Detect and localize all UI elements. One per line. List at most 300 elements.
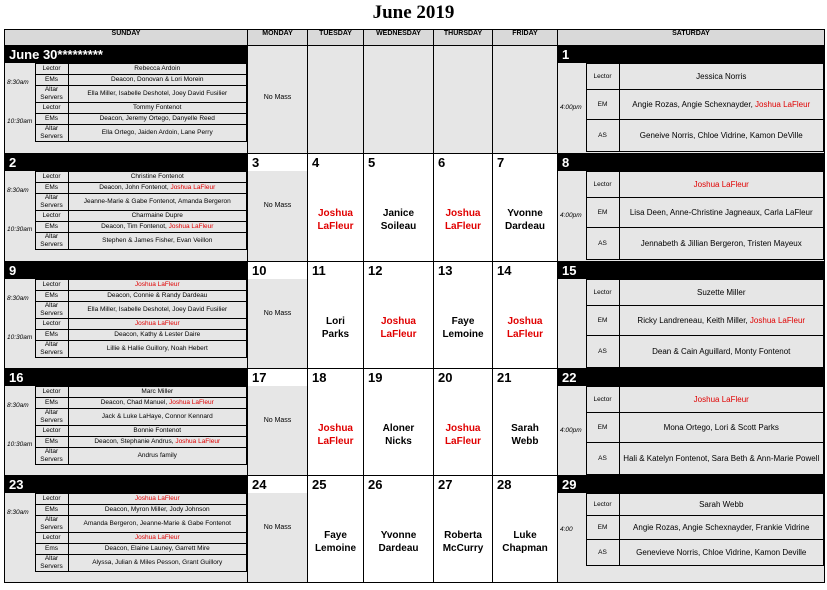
assignee <box>68 409 247 426</box>
week-row <box>5 46 825 154</box>
mass-time: 4:00pm <box>558 172 586 260</box>
role-label: EMs <box>35 75 68 86</box>
assignee <box>68 505 247 516</box>
sunday-assignment-row <box>5 437 247 448</box>
saturday-assignment-row <box>558 198 824 228</box>
saturday-date: 1 <box>558 46 824 63</box>
assignee <box>619 413 824 443</box>
role-label: Lector <box>35 533 68 544</box>
tue-cell <box>308 476 364 583</box>
first-name: Yvonne <box>380 530 417 541</box>
tue-cell <box>308 369 364 476</box>
day-number: 10 <box>248 262 307 279</box>
sunday-assignment-row <box>5 125 247 142</box>
first-name: Joshua <box>317 423 353 434</box>
assignee-names: Lisa Deen, Anne-Christine Jagneaux, Carla LaFleur <box>629 207 813 217</box>
assignee-names: Deacon, Donovan & Lori Morein <box>111 76 204 83</box>
assignee-names: Deacon, Elaine Launey, Garrett Mire <box>104 545 210 552</box>
sunday-date: 9 <box>5 262 247 279</box>
assignee-names: Jack & Luke LaHaye, Connor Kennard <box>101 413 213 420</box>
assignee-names: Angie Rozas, Angie Schexnayder, <box>632 99 756 109</box>
no-mass-label: No Mass <box>263 310 292 317</box>
assignee-names: Deacon, Jeremy Ortego, Danyelle Reed <box>99 115 215 122</box>
assignee <box>68 544 247 555</box>
first-name: Faye <box>451 316 475 327</box>
role-label: EMs <box>35 330 68 341</box>
role-label: EMs <box>35 114 68 125</box>
assignee <box>68 555 247 572</box>
first-name: Aloner <box>382 423 415 434</box>
header-wednesday: WEDNESDAY <box>364 30 434 46</box>
assignee-names: Geneive Norris, Chloe Vidrine, Kamon DeVille <box>639 130 803 140</box>
no-mass-label: No Mass <box>263 417 292 424</box>
header-friday: FRIDAY <box>493 30 558 46</box>
role-label: Lector <box>35 387 68 398</box>
tue-cell <box>308 154 364 262</box>
saturday-assignment-row <box>558 64 824 90</box>
last-name: LaFleur <box>444 221 482 232</box>
last-name: Webb <box>511 436 539 447</box>
assignee <box>68 387 247 398</box>
assignee-highlight: Joshua LaFleur <box>749 315 806 325</box>
assignee-name <box>434 315 492 341</box>
fri-cell <box>493 262 558 369</box>
assignee-name <box>308 207 363 233</box>
mass-time-late <box>5 533 35 572</box>
assignee <box>68 172 247 183</box>
sunday-assignment-row <box>5 533 247 544</box>
mass-time-early: 8:30am <box>7 79 29 86</box>
last-name: McCurry <box>442 543 484 554</box>
saturday-schedule <box>558 279 824 368</box>
assignee-names: Alyssa, Julian & Miles Pesson, Grant Guillory <box>92 559 223 566</box>
assignee <box>619 336 824 368</box>
thu-cell <box>434 154 493 262</box>
assignee-name <box>308 315 363 341</box>
saturday-assignment-row <box>558 540 824 566</box>
assignee-name <box>364 315 433 341</box>
assignee <box>68 494 247 505</box>
wed-cell <box>364 46 434 154</box>
assignee <box>68 222 247 233</box>
sunday-assignment-row <box>5 103 247 114</box>
saturday-assignment-row <box>558 120 824 152</box>
assignee-names: Jessica Norris <box>696 71 747 81</box>
assignee-names: Marc Miller <box>141 388 174 395</box>
assignee <box>68 125 247 142</box>
assignee-highlight: Joshua LaFleur <box>693 179 749 189</box>
saturday-cell <box>558 154 825 262</box>
sunday-cell <box>5 476 248 583</box>
assignee <box>68 183 247 194</box>
role-label: Lector <box>35 64 68 75</box>
role-label: Altar Servers <box>35 448 68 465</box>
assignee <box>619 280 824 306</box>
saturday-assignment-row <box>558 228 824 260</box>
sunday-assignment-row <box>5 194 247 211</box>
assignee <box>619 540 824 566</box>
role-label: Lector <box>586 387 619 413</box>
header-thursday: THURSDAY <box>434 30 493 46</box>
role-label: EM <box>586 198 619 228</box>
day-number: 27 <box>434 476 492 493</box>
last-name: Lemoine <box>314 543 357 554</box>
wed-cell <box>364 262 434 369</box>
sunday-assignment-row <box>5 280 247 291</box>
day-number: 7 <box>493 154 557 171</box>
assignee <box>68 291 247 302</box>
first-name: Sarah <box>511 423 539 434</box>
first-name: Joshua <box>445 208 481 219</box>
sunday-assignment-row <box>5 64 247 75</box>
role-label: Lector <box>586 280 619 306</box>
role-label: Lector <box>35 426 68 437</box>
role-label: Lector <box>586 172 619 198</box>
first-name: Yvonne <box>507 208 543 219</box>
sunday-assignment-row <box>5 426 247 437</box>
last-name: LaFleur <box>506 329 544 340</box>
saturday-assignment-row <box>558 172 824 198</box>
saturday-schedule <box>558 171 824 260</box>
assignee-name <box>308 529 363 555</box>
week-row <box>5 369 825 476</box>
role-label: EMs <box>35 183 68 194</box>
first-name: Joshua <box>445 423 481 434</box>
saturday-cell <box>558 262 825 369</box>
assignee <box>68 426 247 437</box>
mass-time-late: 10:30am <box>7 441 33 448</box>
assignee-names: Ella Miller, Isabelle Deshotel, Joey David Fusilier <box>87 306 228 313</box>
assignee-name <box>364 207 433 233</box>
assignee-name <box>364 422 433 448</box>
header-sunday: SUNDAY <box>5 30 248 46</box>
assignee-names: Suzette Miller <box>697 287 746 297</box>
sunday-assignment-row <box>5 341 247 358</box>
saturday-assignment-row <box>558 443 824 475</box>
day-number: 17 <box>248 369 307 386</box>
day-number: 21 <box>493 369 557 386</box>
day-number: 12 <box>364 262 433 279</box>
sunday-cell <box>5 262 248 369</box>
assignee <box>68 114 247 125</box>
assignee <box>619 198 824 228</box>
assignee-names: Ella Miller, Isabelle Deshotel, Joey David Fusilier <box>87 90 228 97</box>
mass-time-late: 10:30am <box>7 118 33 125</box>
last-name: LaFleur <box>317 221 354 232</box>
day-number: 26 <box>364 476 433 493</box>
first-name: Faye <box>324 530 347 541</box>
saturday-assignment-row <box>558 413 824 443</box>
wed-cell <box>364 476 434 583</box>
role-label: Lector <box>586 494 619 516</box>
assignee-names: Genevieve Norris, Chloe Vidrine, Kamon Deville <box>636 547 807 557</box>
saturday-schedule <box>558 386 824 475</box>
saturday-cell <box>558 369 825 476</box>
last-name: LaFleur <box>317 436 354 447</box>
day-number: 11 <box>308 262 363 279</box>
saturday-assignment-row <box>558 280 824 306</box>
sunday-assignment-row <box>5 222 247 233</box>
assignee <box>619 516 824 540</box>
assignee <box>68 437 247 448</box>
last-name: LaFleur <box>380 329 417 340</box>
sunday-cell <box>5 154 248 262</box>
page-title: June 2019 <box>372 2 455 23</box>
sunday-assignment-row <box>5 494 247 505</box>
sunday-assignment-row <box>5 387 247 398</box>
day-number: 28 <box>493 476 557 493</box>
mass-time: 4:00 <box>558 494 586 566</box>
saturday-date: 8 <box>558 154 824 171</box>
monday-cell <box>248 262 308 369</box>
mass-time <box>558 280 586 368</box>
saturday-assignment-row <box>558 336 824 368</box>
sunday-cell <box>5 46 248 154</box>
sunday-cell <box>5 369 248 476</box>
sunday-assignment-row <box>5 86 247 103</box>
last-name: Chapman <box>502 543 548 554</box>
assignee-names: Bonnie Fontenot <box>133 427 182 434</box>
assignee-names: Ella Ortego, Jaiden Ardoin, Lane Perry <box>101 129 213 136</box>
sunday-schedule <box>5 171 247 250</box>
assignee <box>68 194 247 211</box>
assignee-names: Mona Ortego, Lori & Scott Parks <box>663 422 779 432</box>
no-mass-label: No Mass <box>263 524 292 531</box>
thu-cell <box>434 46 493 154</box>
assignee-names: Dean & Cain Aguillard, Monty Fontenot <box>652 346 791 356</box>
assignee <box>68 86 247 103</box>
first-name: Joshua <box>317 208 353 219</box>
saturday-schedule <box>558 63 824 152</box>
assignee <box>68 330 247 341</box>
assignee-highlight: Joshua LaFleur <box>134 495 180 502</box>
assignee <box>68 398 247 409</box>
assignee-name <box>364 529 433 555</box>
assignee <box>68 103 247 114</box>
assignee-name <box>493 207 557 233</box>
week-row <box>5 262 825 369</box>
role-label: Altar Servers <box>35 555 68 572</box>
sunday-assignment-row <box>5 516 247 533</box>
monday-cell <box>248 369 308 476</box>
first-name: Joshua <box>507 316 543 327</box>
assignee-name <box>434 207 492 233</box>
assignee-highlight: Joshua LaFleur <box>755 99 811 109</box>
role-label: EMs <box>35 398 68 409</box>
no-mass-label: No Mass <box>263 94 292 101</box>
role-label: Altar Servers <box>35 233 68 250</box>
saturday-cell <box>558 476 825 583</box>
assignee-names: Jennabeth & Jillian Bergeron, Tristen Mayeux <box>640 238 802 248</box>
sunday-schedule <box>5 493 247 572</box>
assignee-name <box>434 422 492 448</box>
assignee <box>619 228 824 260</box>
last-name: Dardeau <box>504 221 545 232</box>
day-number: 18 <box>308 369 363 386</box>
day-number: 13 <box>434 262 492 279</box>
sunday-assignment-row <box>5 183 247 194</box>
header-saturday: SATURDAY <box>558 30 825 46</box>
role-label: Lector <box>35 172 68 183</box>
assignee <box>619 443 824 475</box>
tue-cell <box>308 262 364 369</box>
assignee-names: Sarah Webb <box>699 499 744 509</box>
assignee <box>619 172 824 198</box>
assignee-names: Stephen & James Fisher, Evan Veillon <box>102 237 213 244</box>
wed-cell <box>364 154 434 262</box>
role-label: Altar Servers <box>35 409 68 426</box>
assignee <box>68 319 247 330</box>
role-label: Altar Servers <box>35 125 68 142</box>
sunday-assignment-row <box>5 505 247 516</box>
role-label: Lector <box>35 319 68 330</box>
week-row <box>5 154 825 262</box>
assignee-names: Deacon, Kathy & Lester Daire <box>114 331 201 338</box>
sunday-date: June 30********* <box>5 46 247 63</box>
day-number: 25 <box>308 476 363 493</box>
sunday-assignment-row <box>5 291 247 302</box>
assignee <box>619 387 824 413</box>
sunday-assignment-row <box>5 75 247 86</box>
first-name: Lori <box>326 316 345 327</box>
last-name: LaFleur <box>444 436 482 447</box>
monday-cell <box>248 154 308 262</box>
thu-cell <box>434 262 493 369</box>
assignee-highlight: Joshua LaFleur <box>168 399 214 406</box>
header-monday: MONDAY <box>248 30 308 46</box>
assignee-names: Deacon, Connie & Randy Dardeau <box>107 292 208 299</box>
assignee-names: Deacon, Tim Fontenot, <box>101 223 169 230</box>
day-number: 5 <box>364 154 433 171</box>
sunday-assignment-row <box>5 544 247 555</box>
sunday-schedule <box>5 386 247 465</box>
assignee <box>619 90 824 120</box>
sunday-assignment-row <box>5 555 247 572</box>
assignee <box>68 533 247 544</box>
sunday-assignment-row <box>5 448 247 465</box>
assignee-name <box>434 529 492 555</box>
saturday-date: 22 <box>558 369 824 386</box>
no-mass-label: No Mass <box>263 202 292 209</box>
saturday-date: 15 <box>558 262 824 279</box>
mass-time-early: 8:30am <box>7 402 29 409</box>
sunday-assignment-row <box>5 319 247 330</box>
sunday-schedule <box>5 279 247 358</box>
assignee-names: Ricky Landreneau, Keith Miller, <box>637 315 750 325</box>
mass-time-early: 8:30am <box>7 509 29 516</box>
mass-time: 4:00pm <box>558 387 586 475</box>
role-label: AS <box>586 540 619 566</box>
sunday-date: 2 <box>5 154 247 171</box>
mass-time-late: 10:30am <box>7 226 33 233</box>
assignee-name <box>308 422 363 448</box>
role-label: EM <box>586 90 619 120</box>
role-label: Altar Servers <box>35 86 68 103</box>
sunday-assignment-row <box>5 398 247 409</box>
role-label: AS <box>586 120 619 152</box>
assignee-highlight: Joshua LaFleur <box>175 438 221 445</box>
assignee-names: Hali & Katelyn Fontenot, Sara Beth & Ann-Marie Powell <box>623 453 820 463</box>
sunday-assignment-row <box>5 302 247 319</box>
sunday-date: 16 <box>5 369 247 386</box>
assignee <box>68 280 247 291</box>
monday-cell <box>248 46 308 154</box>
sunday-schedule <box>5 63 247 142</box>
assignee <box>68 341 247 358</box>
assignee <box>68 211 247 222</box>
sunday-assignment-row <box>5 233 247 250</box>
last-name: Nicks <box>385 436 412 447</box>
assignee <box>619 306 824 336</box>
sunday-assignment-row <box>5 211 247 222</box>
day-number: 14 <box>493 262 557 279</box>
first-name: Luke <box>513 530 537 541</box>
sunday-assignment-row <box>5 330 247 341</box>
fri-cell <box>493 154 558 262</box>
saturday-assignment-row <box>558 90 824 120</box>
mass-time-late: 10:30am <box>7 334 33 341</box>
assignee-names: Christine Fontenot <box>130 173 184 180</box>
last-name: Soileau <box>380 221 417 232</box>
day-number: 24 <box>248 476 307 493</box>
thu-cell <box>434 476 493 583</box>
mass-time-early: 8:30am <box>7 295 29 302</box>
assignee <box>619 120 824 152</box>
sunday-date: 23 <box>5 476 247 493</box>
mass-time: 4:00pm <box>558 64 586 152</box>
thu-cell <box>434 369 493 476</box>
role-label: Altar Servers <box>35 302 68 319</box>
day-number: 3 <box>248 154 307 171</box>
role-label: EMs <box>35 291 68 302</box>
assignee-names: Tommy Fontenot <box>133 104 182 111</box>
day-number: 20 <box>434 369 492 386</box>
tue-cell <box>308 46 364 154</box>
role-label: AS <box>586 228 619 260</box>
assignee <box>619 494 824 516</box>
assignee-names: Deacon, Myron Miller, Jody Johnson <box>104 506 210 513</box>
day-number <box>248 46 307 63</box>
role-label: Lector <box>35 103 68 114</box>
sunday-assignment-row <box>5 172 247 183</box>
last-name: Dardeau <box>378 543 419 554</box>
role-label: Altar Servers <box>35 194 68 211</box>
saturday-assignment-row <box>558 494 824 516</box>
assignee-names: Deacon, Stephanie Andrus, <box>94 438 176 445</box>
assignee <box>68 516 247 533</box>
assignee-names: Angie Rozas, Angie Schexnayder, Frankie Vidrine <box>633 522 810 532</box>
role-label: EM <box>586 306 619 336</box>
assignee-name <box>493 422 557 448</box>
role-label: EMs <box>35 437 68 448</box>
assignee-names: Rebecca Ardoin <box>134 65 181 72</box>
saturday-assignment-row <box>558 306 824 336</box>
calendar-grid <box>4 29 825 583</box>
role-label: EMs <box>35 222 68 233</box>
role-label: Lector <box>35 494 68 505</box>
role-label: Lector <box>586 64 619 90</box>
assignee-names: Charmaine Dupre <box>131 212 183 219</box>
saturday-assignment-row <box>558 387 824 413</box>
weekday-header-row <box>5 30 825 46</box>
sunday-assignment-row <box>5 114 247 125</box>
assignee-names: Deacon, John Fontenot, <box>99 184 171 191</box>
assignee-highlight: Joshua LaFleur <box>134 281 180 288</box>
first-name: Joshua <box>380 316 416 327</box>
assignee-names: Jeanne-Marie & Gabe Fontenot, Amanda Bergeron <box>83 198 231 205</box>
assignee-highlight: Joshua LaFleur <box>170 184 216 191</box>
assignee-names: Lillie & Hallie Guillory, Noah Hebert <box>106 345 208 352</box>
